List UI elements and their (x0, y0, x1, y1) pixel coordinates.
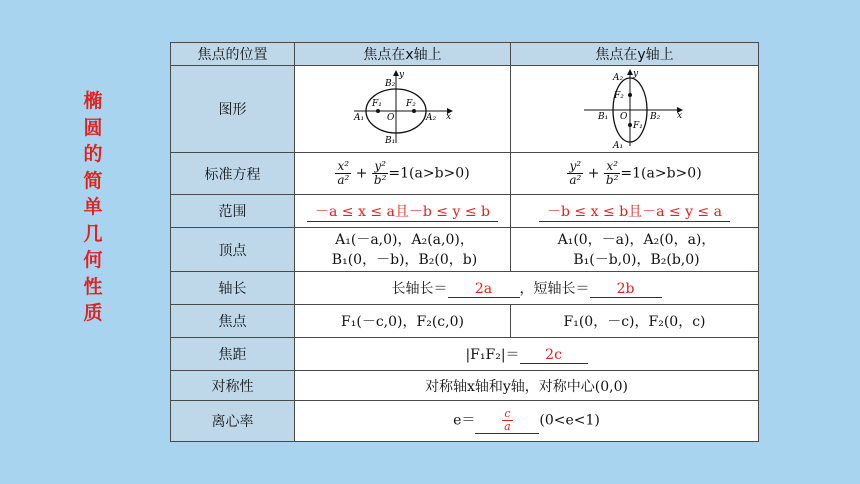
eccentricity-prefix: e＝ (453, 412, 476, 429)
ellipse-x-figure (348, 67, 458, 147)
eccentricity-blank (475, 408, 539, 434)
range-x-answer: －a ≤ x ≤ a且－b ≤ y ≤ b (307, 201, 498, 222)
label-B1: B₁ (597, 112, 608, 122)
long-axis-label: 长轴长＝ (391, 281, 448, 297)
figure-y-cell (511, 66, 759, 153)
side-title (78, 88, 108, 327)
label-B1: B₁ (384, 136, 395, 146)
range-y (511, 195, 759, 228)
frac-num: y² (567, 160, 583, 174)
label-B2: B₂ (384, 79, 395, 89)
label-O: O (386, 113, 394, 123)
side-title-char: 几 (83, 222, 103, 245)
focal-distance-prefix: |F₁F₂|＝ (465, 347, 520, 363)
equation-x: $\frac{\text{x²}}{\text{a²}}$ + $\frac{\text{y²}}{\text{b²}}$ =1(a>b>0) (295, 153, 511, 195)
header-focus-x: 焦点在x轴上 (295, 43, 511, 66)
frac-num: x² (604, 160, 621, 174)
frac-num: c (502, 408, 513, 421)
frac-num: y² (372, 160, 389, 174)
vertex-y-line1: A₁(0，－a)，A₂(0，a)， (557, 231, 716, 248)
row-label-vertex: 顶点 (171, 228, 295, 272)
frac-den: a (504, 420, 511, 433)
side-title-char: 何 (83, 249, 103, 271)
frac-den: a² (569, 173, 582, 187)
header-focus-y: 焦点在y轴上 (511, 43, 759, 66)
eccentricity-suffix: (0<e<1) (539, 412, 600, 429)
label-A1: A₁ (353, 113, 364, 123)
ellipse-properties-table (170, 42, 759, 442)
symmetry-value: 对称轴x轴和y轴，对称中心(0,0) (295, 371, 759, 401)
axis-length (295, 272, 759, 305)
vertex-x-line1: A₁(－a,0)，A₂(a,0)， (335, 231, 474, 248)
vertex-y (511, 228, 759, 272)
short-axis-answer: 2b (590, 281, 662, 298)
equation-rest: =1(a>b>0) (620, 165, 702, 182)
label-O: O (619, 112, 627, 122)
eccentricity (295, 401, 759, 442)
vertex-y-line2: B₁(－b,0)，B₂(b,0) (573, 251, 700, 268)
focal-distance-answer: 2c (520, 347, 588, 364)
range-x (295, 195, 511, 228)
label-B2: B₂ (649, 112, 660, 122)
header-property: 焦点的位置 (171, 43, 295, 66)
row-label-range: 范围 (171, 195, 295, 228)
focal-distance (295, 338, 759, 371)
row-label-equation: 标准方程 (171, 153, 295, 195)
side-title-char: 单 (83, 196, 103, 218)
label-A1: A₁ (612, 141, 623, 148)
label-F2: F₂ (405, 99, 416, 109)
side-title-char: 圆 (83, 116, 103, 139)
range-y-answer: －b ≤ x ≤ b且－a ≤ y ≤ a (539, 201, 730, 222)
row-label-eccentricity: 离心率 (171, 401, 295, 442)
row-label-symmetry: 对称性 (171, 371, 295, 401)
frac-num: x² (335, 160, 351, 174)
side-title-char: 质 (83, 302, 103, 324)
side-title-char: 性 (83, 275, 103, 298)
frac-den: b² (605, 173, 619, 187)
frac-den: a² (337, 173, 350, 187)
label-A2: A₂ (425, 113, 436, 123)
row-label-focal-distance: 焦距 (171, 338, 295, 371)
vertex-x-line2: B₁(0，－b)，B₂(0，b) (331, 251, 478, 268)
focus-x: F₁(－c,0)，F₂(c,0) (295, 305, 511, 338)
label-y-axis: y (398, 70, 404, 80)
side-title-char: 简 (83, 169, 103, 192)
row-label-figure: 图形 (171, 66, 295, 153)
label-F1: F₁ (371, 99, 382, 109)
frac-den: b² (373, 173, 387, 187)
long-axis-answer: 2a (448, 281, 520, 298)
label-A2: A₂ (612, 73, 623, 83)
label-F2: F₂ (613, 91, 624, 101)
focus-y: F₁(0，－c)，F₂(0，c) (511, 305, 759, 338)
side-title-char: 的 (83, 143, 103, 165)
row-label-axis: 轴长 (171, 272, 295, 305)
side-title-char: 椭 (83, 90, 103, 112)
row-label-focus: 焦点 (171, 305, 295, 338)
label-F1: F₁ (632, 121, 643, 131)
equation-rest: =1(a>b>0) (388, 165, 470, 182)
label-x-axis: x (445, 112, 451, 122)
figure-x-cell (295, 66, 511, 153)
short-axis-label: ，短轴长＝ (519, 281, 590, 297)
label-y-axis: y (632, 69, 638, 79)
label-x-axis: x (676, 111, 682, 121)
vertex-x (295, 228, 511, 272)
ellipse-y-figure (580, 66, 690, 148)
equation-y: $\frac{\text{y²}}{\text{a²}}$ + $\frac{\text{x²}}{\text{b²}}$ =1(a>b>0) (511, 153, 759, 195)
